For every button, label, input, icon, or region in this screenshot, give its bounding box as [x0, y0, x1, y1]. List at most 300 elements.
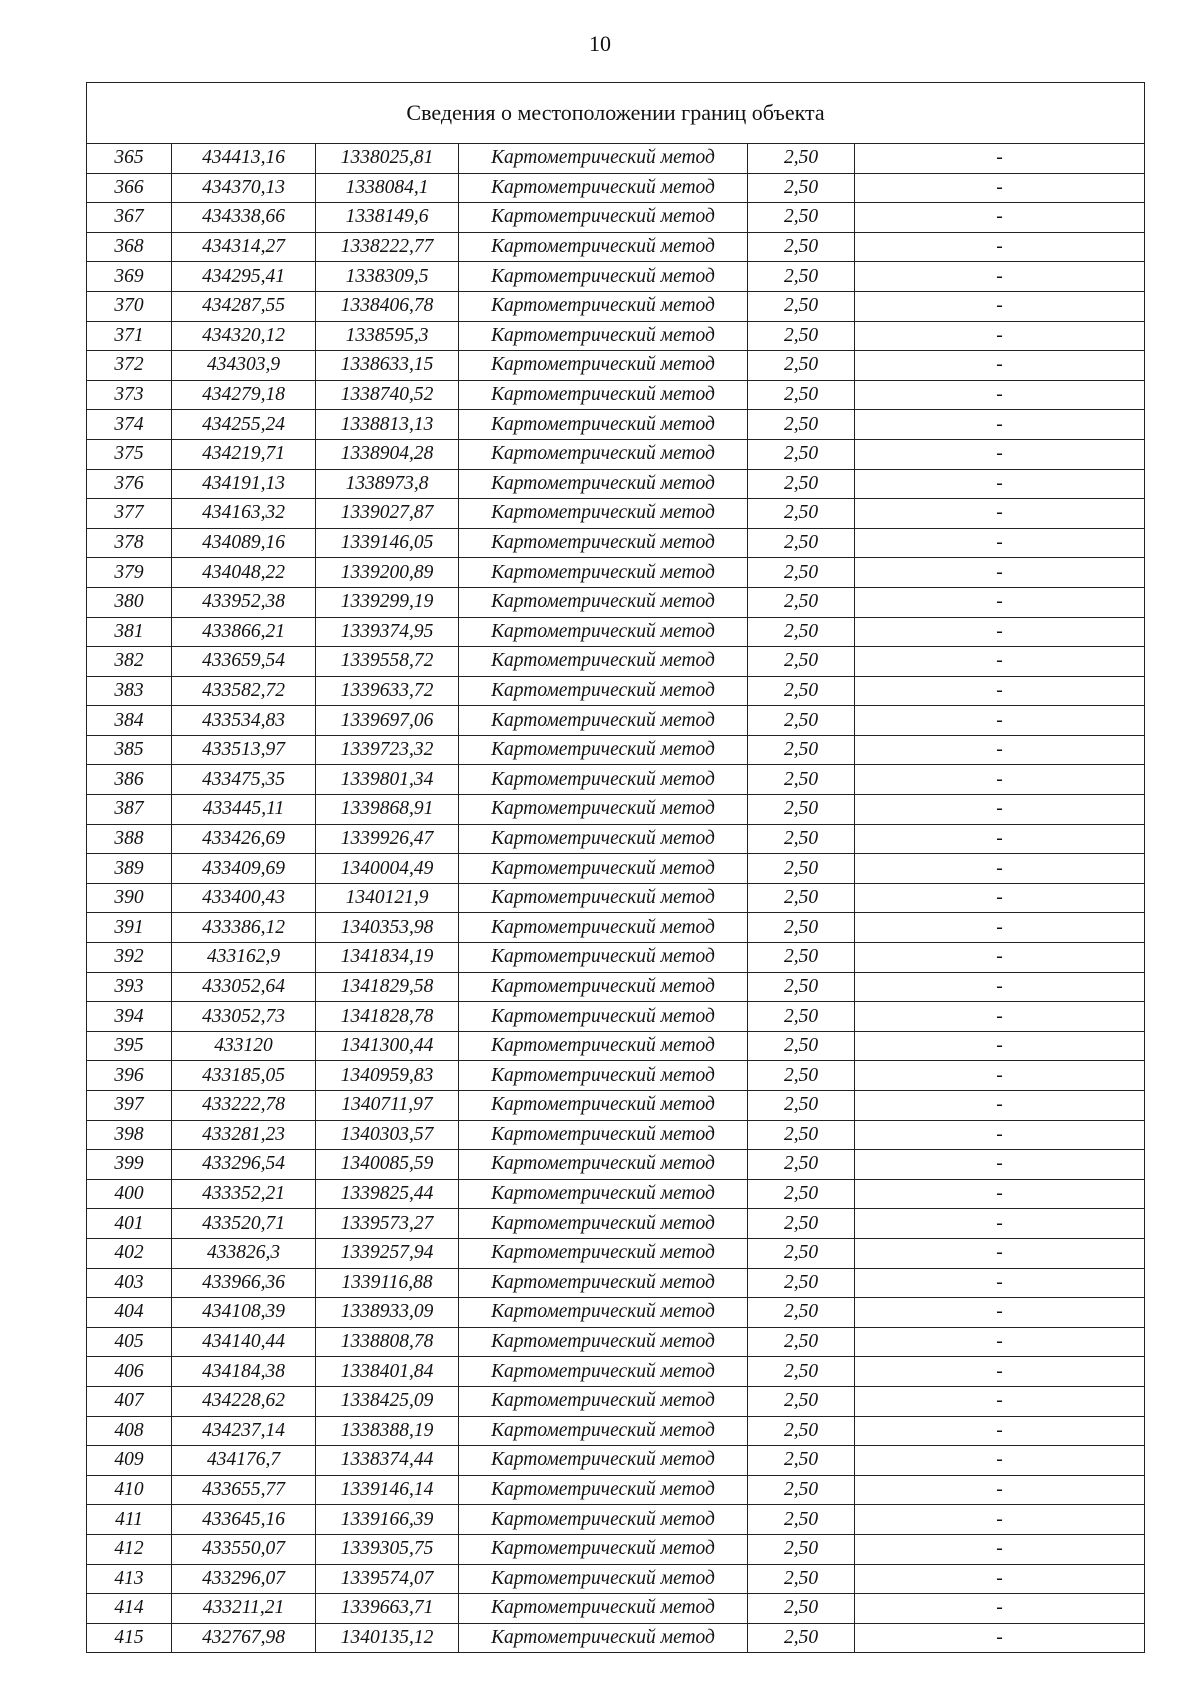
- cell-coord-x: 432767,98: [172, 1623, 316, 1653]
- cell-accuracy: 2,50: [748, 173, 855, 203]
- cell-point-number: 407: [87, 1386, 172, 1416]
- cell-description: -: [855, 824, 1145, 854]
- cell-point-number: 377: [87, 499, 172, 529]
- cell-description: -: [855, 469, 1145, 499]
- cell-point-number: 370: [87, 291, 172, 321]
- cell-method: Картометрический метод: [459, 972, 748, 1002]
- cell-point-number: 401: [87, 1209, 172, 1239]
- table-row: [87, 1386, 1145, 1416]
- cell-accuracy: 2,50: [748, 410, 855, 440]
- cell-accuracy: 2,50: [748, 1120, 855, 1150]
- cell-accuracy: 2,50: [748, 883, 855, 913]
- cell-method: Картометрический метод: [459, 943, 748, 973]
- cell-point-number: 372: [87, 351, 172, 381]
- table-row: [87, 262, 1145, 292]
- cell-method: Картометрический метод: [459, 1298, 748, 1328]
- cell-description: -: [855, 735, 1145, 765]
- cell-description: -: [855, 883, 1145, 913]
- table-row: [87, 173, 1145, 203]
- cell-description: -: [855, 144, 1145, 174]
- cell-coord-x: 433400,43: [172, 883, 316, 913]
- cell-method: Картометрический метод: [459, 1564, 748, 1594]
- cell-point-number: 395: [87, 1031, 172, 1061]
- cell-coord-x: 434314,27: [172, 232, 316, 262]
- cell-accuracy: 2,50: [748, 587, 855, 617]
- cell-description: -: [855, 203, 1145, 233]
- cell-coord-y: 1338425,09: [316, 1386, 459, 1416]
- cell-coord-x: 433211,21: [172, 1594, 316, 1624]
- cell-coord-x: 433582,72: [172, 676, 316, 706]
- cell-accuracy: 2,50: [748, 1238, 855, 1268]
- cell-accuracy: 2,50: [748, 262, 855, 292]
- cell-method: Картометрический метод: [459, 232, 748, 262]
- cell-coord-y: 1341829,58: [316, 972, 459, 1002]
- table-title-row: [87, 83, 1145, 144]
- cell-coord-x: 434413,16: [172, 144, 316, 174]
- cell-point-number: 400: [87, 1179, 172, 1209]
- cell-accuracy: 2,50: [748, 1209, 855, 1239]
- cell-description: -: [855, 676, 1145, 706]
- table-row: [87, 558, 1145, 588]
- cell-coord-x: 434287,55: [172, 291, 316, 321]
- cell-coord-x: 433162,9: [172, 943, 316, 973]
- cell-method: Картометрический метод: [459, 1091, 748, 1121]
- cell-coord-x: 434370,13: [172, 173, 316, 203]
- cell-coord-x: 433952,38: [172, 587, 316, 617]
- cell-accuracy: 2,50: [748, 291, 855, 321]
- cell-description: -: [855, 1120, 1145, 1150]
- cell-coord-x: 433296,54: [172, 1150, 316, 1180]
- cell-coord-y: 1338149,6: [316, 203, 459, 233]
- boundary-coordinates-table: [86, 82, 1145, 1653]
- cell-point-number: 405: [87, 1327, 172, 1357]
- cell-coord-x: 433185,05: [172, 1061, 316, 1091]
- cell-point-number: 375: [87, 439, 172, 469]
- cell-point-number: 387: [87, 795, 172, 825]
- cell-method: Картометрический метод: [459, 262, 748, 292]
- cell-method: Картометрический метод: [459, 144, 748, 174]
- cell-accuracy: 2,50: [748, 854, 855, 884]
- table-row: [87, 1002, 1145, 1032]
- cell-coord-y: 1338406,78: [316, 291, 459, 321]
- cell-method: Картометрический метод: [459, 1594, 748, 1624]
- cell-method: Картометрический метод: [459, 1120, 748, 1150]
- cell-accuracy: 2,50: [748, 1179, 855, 1209]
- cell-description: -: [855, 1091, 1145, 1121]
- cell-accuracy: 2,50: [748, 913, 855, 943]
- cell-coord-x: 433296,07: [172, 1564, 316, 1594]
- table-row: [87, 232, 1145, 262]
- cell-coord-y: 1338595,3: [316, 321, 459, 351]
- cell-point-number: 411: [87, 1505, 172, 1535]
- cell-description: -: [855, 1298, 1145, 1328]
- cell-point-number: 373: [87, 380, 172, 410]
- cell-point-number: 406: [87, 1357, 172, 1387]
- cell-point-number: 413: [87, 1564, 172, 1594]
- cell-accuracy: 2,50: [748, 1446, 855, 1476]
- table-row: [87, 1238, 1145, 1268]
- table-row: [87, 735, 1145, 765]
- cell-point-number: 398: [87, 1120, 172, 1150]
- cell-description: -: [855, 972, 1145, 1002]
- cell-coord-x: 433520,71: [172, 1209, 316, 1239]
- cell-coord-y: 1341300,44: [316, 1031, 459, 1061]
- cell-coord-y: 1339868,91: [316, 795, 459, 825]
- cell-accuracy: 2,50: [748, 439, 855, 469]
- cell-coord-y: 1339116,88: [316, 1268, 459, 1298]
- cell-coord-x: 433475,35: [172, 765, 316, 795]
- cell-coord-y: 1341834,19: [316, 943, 459, 973]
- cell-description: -: [855, 587, 1145, 617]
- cell-method: Картометрический метод: [459, 1209, 748, 1239]
- cell-method: Картометрический метод: [459, 795, 748, 825]
- cell-coord-y: 1340959,83: [316, 1061, 459, 1091]
- cell-point-number: 399: [87, 1150, 172, 1180]
- cell-coord-x: 433659,54: [172, 647, 316, 677]
- cell-coord-x: 433966,36: [172, 1268, 316, 1298]
- cell-coord-x: 434108,39: [172, 1298, 316, 1328]
- cell-method: Картометрический метод: [459, 499, 748, 529]
- cell-coord-x: 433513,97: [172, 735, 316, 765]
- cell-description: -: [855, 1268, 1145, 1298]
- cell-point-number: 368: [87, 232, 172, 262]
- cell-method: Картометрический метод: [459, 587, 748, 617]
- cell-point-number: 414: [87, 1594, 172, 1624]
- cell-coord-y: 1338222,77: [316, 232, 459, 262]
- table-row: [87, 883, 1145, 913]
- table-title: Сведения о местоположении границ объекта: [87, 83, 1145, 144]
- cell-coord-y: 1340711,97: [316, 1091, 459, 1121]
- cell-coord-x: 433550,07: [172, 1534, 316, 1564]
- cell-method: Картометрический метод: [459, 1179, 748, 1209]
- cell-coord-x: 434191,13: [172, 469, 316, 499]
- cell-accuracy: 2,50: [748, 1002, 855, 1032]
- table-row: [87, 1505, 1145, 1535]
- cell-coord-x: 433445,11: [172, 795, 316, 825]
- cell-coord-y: 1339305,75: [316, 1534, 459, 1564]
- cell-method: Картометрический метод: [459, 528, 748, 558]
- cell-coord-y: 1340121,9: [316, 883, 459, 913]
- table-row: [87, 617, 1145, 647]
- cell-method: Картометрический метод: [459, 735, 748, 765]
- cell-method: Картометрический метод: [459, 824, 748, 854]
- table-row: [87, 854, 1145, 884]
- cell-point-number: 410: [87, 1475, 172, 1505]
- cell-description: -: [855, 1002, 1145, 1032]
- cell-coord-y: 1339374,95: [316, 617, 459, 647]
- table-row: [87, 1298, 1145, 1328]
- cell-description: -: [855, 1061, 1145, 1091]
- cell-coord-y: 1339027,87: [316, 499, 459, 529]
- cell-coord-y: 1339257,94: [316, 1238, 459, 1268]
- table-row: [87, 469, 1145, 499]
- cell-coord-x: 433222,78: [172, 1091, 316, 1121]
- table-row: [87, 1475, 1145, 1505]
- cell-accuracy: 2,50: [748, 380, 855, 410]
- cell-accuracy: 2,50: [748, 943, 855, 973]
- cell-method: Картометрический метод: [459, 1416, 748, 1446]
- cell-method: Картометрический метод: [459, 380, 748, 410]
- cell-accuracy: 2,50: [748, 972, 855, 1002]
- cell-point-number: 393: [87, 972, 172, 1002]
- table-row: [87, 1327, 1145, 1357]
- cell-method: Картометрический метод: [459, 351, 748, 381]
- cell-description: -: [855, 499, 1145, 529]
- cell-coord-x: 433120: [172, 1031, 316, 1061]
- cell-point-number: 365: [87, 144, 172, 174]
- cell-coord-x: 433866,21: [172, 617, 316, 647]
- cell-coord-x: 433826,3: [172, 1238, 316, 1268]
- cell-coord-y: 1338933,09: [316, 1298, 459, 1328]
- cell-coord-y: 1339663,71: [316, 1594, 459, 1624]
- cell-point-number: 412: [87, 1534, 172, 1564]
- cell-description: -: [855, 1475, 1145, 1505]
- cell-coord-y: 1339697,06: [316, 706, 459, 736]
- table-row: [87, 203, 1145, 233]
- cell-method: Картометрический метод: [459, 1002, 748, 1032]
- cell-accuracy: 2,50: [748, 469, 855, 499]
- table-row: [87, 1091, 1145, 1121]
- cell-coord-x: 434228,62: [172, 1386, 316, 1416]
- cell-description: -: [855, 1416, 1145, 1446]
- cell-point-number: 385: [87, 735, 172, 765]
- cell-coord-x: 434295,41: [172, 262, 316, 292]
- table-row: [87, 1357, 1145, 1387]
- table-row: [87, 1416, 1145, 1446]
- cell-accuracy: 2,50: [748, 647, 855, 677]
- table-row: [87, 587, 1145, 617]
- table-row: [87, 1564, 1145, 1594]
- cell-accuracy: 2,50: [748, 1564, 855, 1594]
- table-row: [87, 380, 1145, 410]
- table-row: [87, 1031, 1145, 1061]
- table-row: [87, 972, 1145, 1002]
- cell-coord-x: 434048,22: [172, 558, 316, 588]
- cell-point-number: 415: [87, 1623, 172, 1653]
- cell-method: Картометрический метод: [459, 469, 748, 499]
- cell-accuracy: 2,50: [748, 1268, 855, 1298]
- cell-point-number: 404: [87, 1298, 172, 1328]
- cell-method: Картометрический метод: [459, 854, 748, 884]
- table-row: [87, 943, 1145, 973]
- table-row: [87, 1446, 1145, 1476]
- cell-coord-y: 1338401,84: [316, 1357, 459, 1387]
- cell-accuracy: 2,50: [748, 1534, 855, 1564]
- cell-point-number: 380: [87, 587, 172, 617]
- cell-coord-x: 433655,77: [172, 1475, 316, 1505]
- table-row: [87, 676, 1145, 706]
- cell-coord-x: 434163,32: [172, 499, 316, 529]
- cell-coord-x: 434140,44: [172, 1327, 316, 1357]
- cell-coord-x: 433281,23: [172, 1120, 316, 1150]
- cell-coord-y: 1339723,32: [316, 735, 459, 765]
- table-row: [87, 410, 1145, 440]
- cell-description: -: [855, 1534, 1145, 1564]
- cell-point-number: 409: [87, 1446, 172, 1476]
- cell-coord-y: 1339299,19: [316, 587, 459, 617]
- cell-point-number: 378: [87, 528, 172, 558]
- cell-coord-y: 1341828,78: [316, 1002, 459, 1032]
- cell-coord-y: 1339574,07: [316, 1564, 459, 1594]
- cell-accuracy: 2,50: [748, 1031, 855, 1061]
- cell-coord-y: 1339926,47: [316, 824, 459, 854]
- cell-method: Картометрический метод: [459, 1150, 748, 1180]
- cell-description: -: [855, 262, 1145, 292]
- cell-description: -: [855, 1564, 1145, 1594]
- cell-coord-x: 433426,69: [172, 824, 316, 854]
- cell-description: -: [855, 1179, 1145, 1209]
- cell-method: Картометрический метод: [459, 617, 748, 647]
- table-row: [87, 795, 1145, 825]
- cell-point-number: 379: [87, 558, 172, 588]
- cell-description: -: [855, 1357, 1145, 1387]
- cell-description: -: [855, 647, 1145, 677]
- cell-coord-y: 1338084,1: [316, 173, 459, 203]
- cell-coord-y: 1339146,14: [316, 1475, 459, 1505]
- cell-point-number: 383: [87, 676, 172, 706]
- cell-description: -: [855, 617, 1145, 647]
- cell-description: -: [855, 439, 1145, 469]
- cell-description: -: [855, 410, 1145, 440]
- cell-accuracy: 2,50: [748, 499, 855, 529]
- cell-accuracy: 2,50: [748, 1357, 855, 1387]
- table-row: [87, 291, 1145, 321]
- cell-coord-y: 1340135,12: [316, 1623, 459, 1653]
- cell-method: Картометрический метод: [459, 1475, 748, 1505]
- cell-point-number: 369: [87, 262, 172, 292]
- cell-description: -: [855, 854, 1145, 884]
- cell-coord-y: 1339166,39: [316, 1505, 459, 1535]
- table-row: [87, 1150, 1145, 1180]
- cell-description: -: [855, 528, 1145, 558]
- cell-method: Картометрический метод: [459, 1268, 748, 1298]
- table-row: [87, 351, 1145, 381]
- cell-accuracy: 2,50: [748, 1061, 855, 1091]
- cell-coord-x: 433352,21: [172, 1179, 316, 1209]
- cell-description: -: [855, 1623, 1145, 1653]
- cell-coord-y: 1338904,28: [316, 439, 459, 469]
- cell-description: -: [855, 1238, 1145, 1268]
- cell-point-number: 371: [87, 321, 172, 351]
- cell-method: Картометрический метод: [459, 706, 748, 736]
- table-row: [87, 647, 1145, 677]
- cell-description: -: [855, 1505, 1145, 1535]
- cell-description: -: [855, 1594, 1145, 1624]
- cell-accuracy: 2,50: [748, 1298, 855, 1328]
- cell-accuracy: 2,50: [748, 232, 855, 262]
- cell-coord-x: 434338,66: [172, 203, 316, 233]
- cell-coord-x: 433052,73: [172, 1002, 316, 1032]
- cell-coord-y: 1338808,78: [316, 1327, 459, 1357]
- cell-point-number: 389: [87, 854, 172, 884]
- cell-coord-y: 1339200,89: [316, 558, 459, 588]
- cell-accuracy: 2,50: [748, 528, 855, 558]
- cell-coord-x: 434184,38: [172, 1357, 316, 1387]
- cell-method: Картометрический метод: [459, 1327, 748, 1357]
- cell-coord-y: 1338025,81: [316, 144, 459, 174]
- table-row: [87, 1179, 1145, 1209]
- cell-point-number: 382: [87, 647, 172, 677]
- cell-accuracy: 2,50: [748, 1091, 855, 1121]
- cell-accuracy: 2,50: [748, 558, 855, 588]
- cell-point-number: 366: [87, 173, 172, 203]
- cell-description: -: [855, 913, 1145, 943]
- cell-accuracy: 2,50: [748, 351, 855, 381]
- cell-method: Картометрический метод: [459, 1386, 748, 1416]
- table-row: [87, 1534, 1145, 1564]
- cell-coord-x: 434219,71: [172, 439, 316, 469]
- cell-accuracy: 2,50: [748, 203, 855, 233]
- cell-point-number: 402: [87, 1238, 172, 1268]
- cell-accuracy: 2,50: [748, 617, 855, 647]
- cell-description: -: [855, 321, 1145, 351]
- cell-method: Картометрический метод: [459, 1238, 748, 1268]
- cell-coord-x: 434279,18: [172, 380, 316, 410]
- table-row: [87, 1594, 1145, 1624]
- cell-coord-y: 1338374,44: [316, 1446, 459, 1476]
- cell-point-number: 384: [87, 706, 172, 736]
- table-row: [87, 1120, 1145, 1150]
- cell-coord-y: 1340004,49: [316, 854, 459, 884]
- cell-description: -: [855, 1209, 1145, 1239]
- cell-coord-y: 1339146,05: [316, 528, 459, 558]
- cell-method: Картометрический метод: [459, 1446, 748, 1476]
- cell-accuracy: 2,50: [748, 321, 855, 351]
- cell-coord-x: 433409,69: [172, 854, 316, 884]
- cell-method: Картометрический метод: [459, 883, 748, 913]
- cell-coord-x: 434237,14: [172, 1416, 316, 1446]
- cell-accuracy: 2,50: [748, 1505, 855, 1535]
- cell-point-number: 374: [87, 410, 172, 440]
- cell-description: -: [855, 1386, 1145, 1416]
- cell-description: -: [855, 795, 1145, 825]
- table-row: [87, 499, 1145, 529]
- cell-method: Картометрический метод: [459, 1505, 748, 1535]
- cell-method: Картометрический метод: [459, 1061, 748, 1091]
- cell-coord-x: 434255,24: [172, 410, 316, 440]
- cell-accuracy: 2,50: [748, 1327, 855, 1357]
- cell-coord-y: 1339558,72: [316, 647, 459, 677]
- cell-point-number: 392: [87, 943, 172, 973]
- cell-method: Картометрический метод: [459, 410, 748, 440]
- cell-description: -: [855, 1446, 1145, 1476]
- cell-coord-x: 433645,16: [172, 1505, 316, 1535]
- cell-method: Картометрический метод: [459, 439, 748, 469]
- cell-coord-y: 1339825,44: [316, 1179, 459, 1209]
- table-row: [87, 765, 1145, 795]
- cell-accuracy: 2,50: [748, 765, 855, 795]
- cell-method: Картометрический метод: [459, 558, 748, 588]
- table-row: [87, 439, 1145, 469]
- table-row: [87, 144, 1145, 174]
- cell-coord-y: 1338740,52: [316, 380, 459, 410]
- cell-accuracy: 2,50: [748, 1386, 855, 1416]
- cell-coord-x: 433386,12: [172, 913, 316, 943]
- cell-description: -: [855, 558, 1145, 588]
- cell-method: Картометрический метод: [459, 1357, 748, 1387]
- cell-description: -: [855, 943, 1145, 973]
- cell-method: Картометрический метод: [459, 1534, 748, 1564]
- cell-coord-y: 1340085,59: [316, 1150, 459, 1180]
- cell-point-number: 394: [87, 1002, 172, 1032]
- table-row: [87, 1268, 1145, 1298]
- cell-method: Картометрический метод: [459, 203, 748, 233]
- cell-point-number: 381: [87, 617, 172, 647]
- table-row: [87, 1623, 1145, 1653]
- cell-description: -: [855, 765, 1145, 795]
- cell-coord-y: 1340353,98: [316, 913, 459, 943]
- cell-coord-x: 434089,16: [172, 528, 316, 558]
